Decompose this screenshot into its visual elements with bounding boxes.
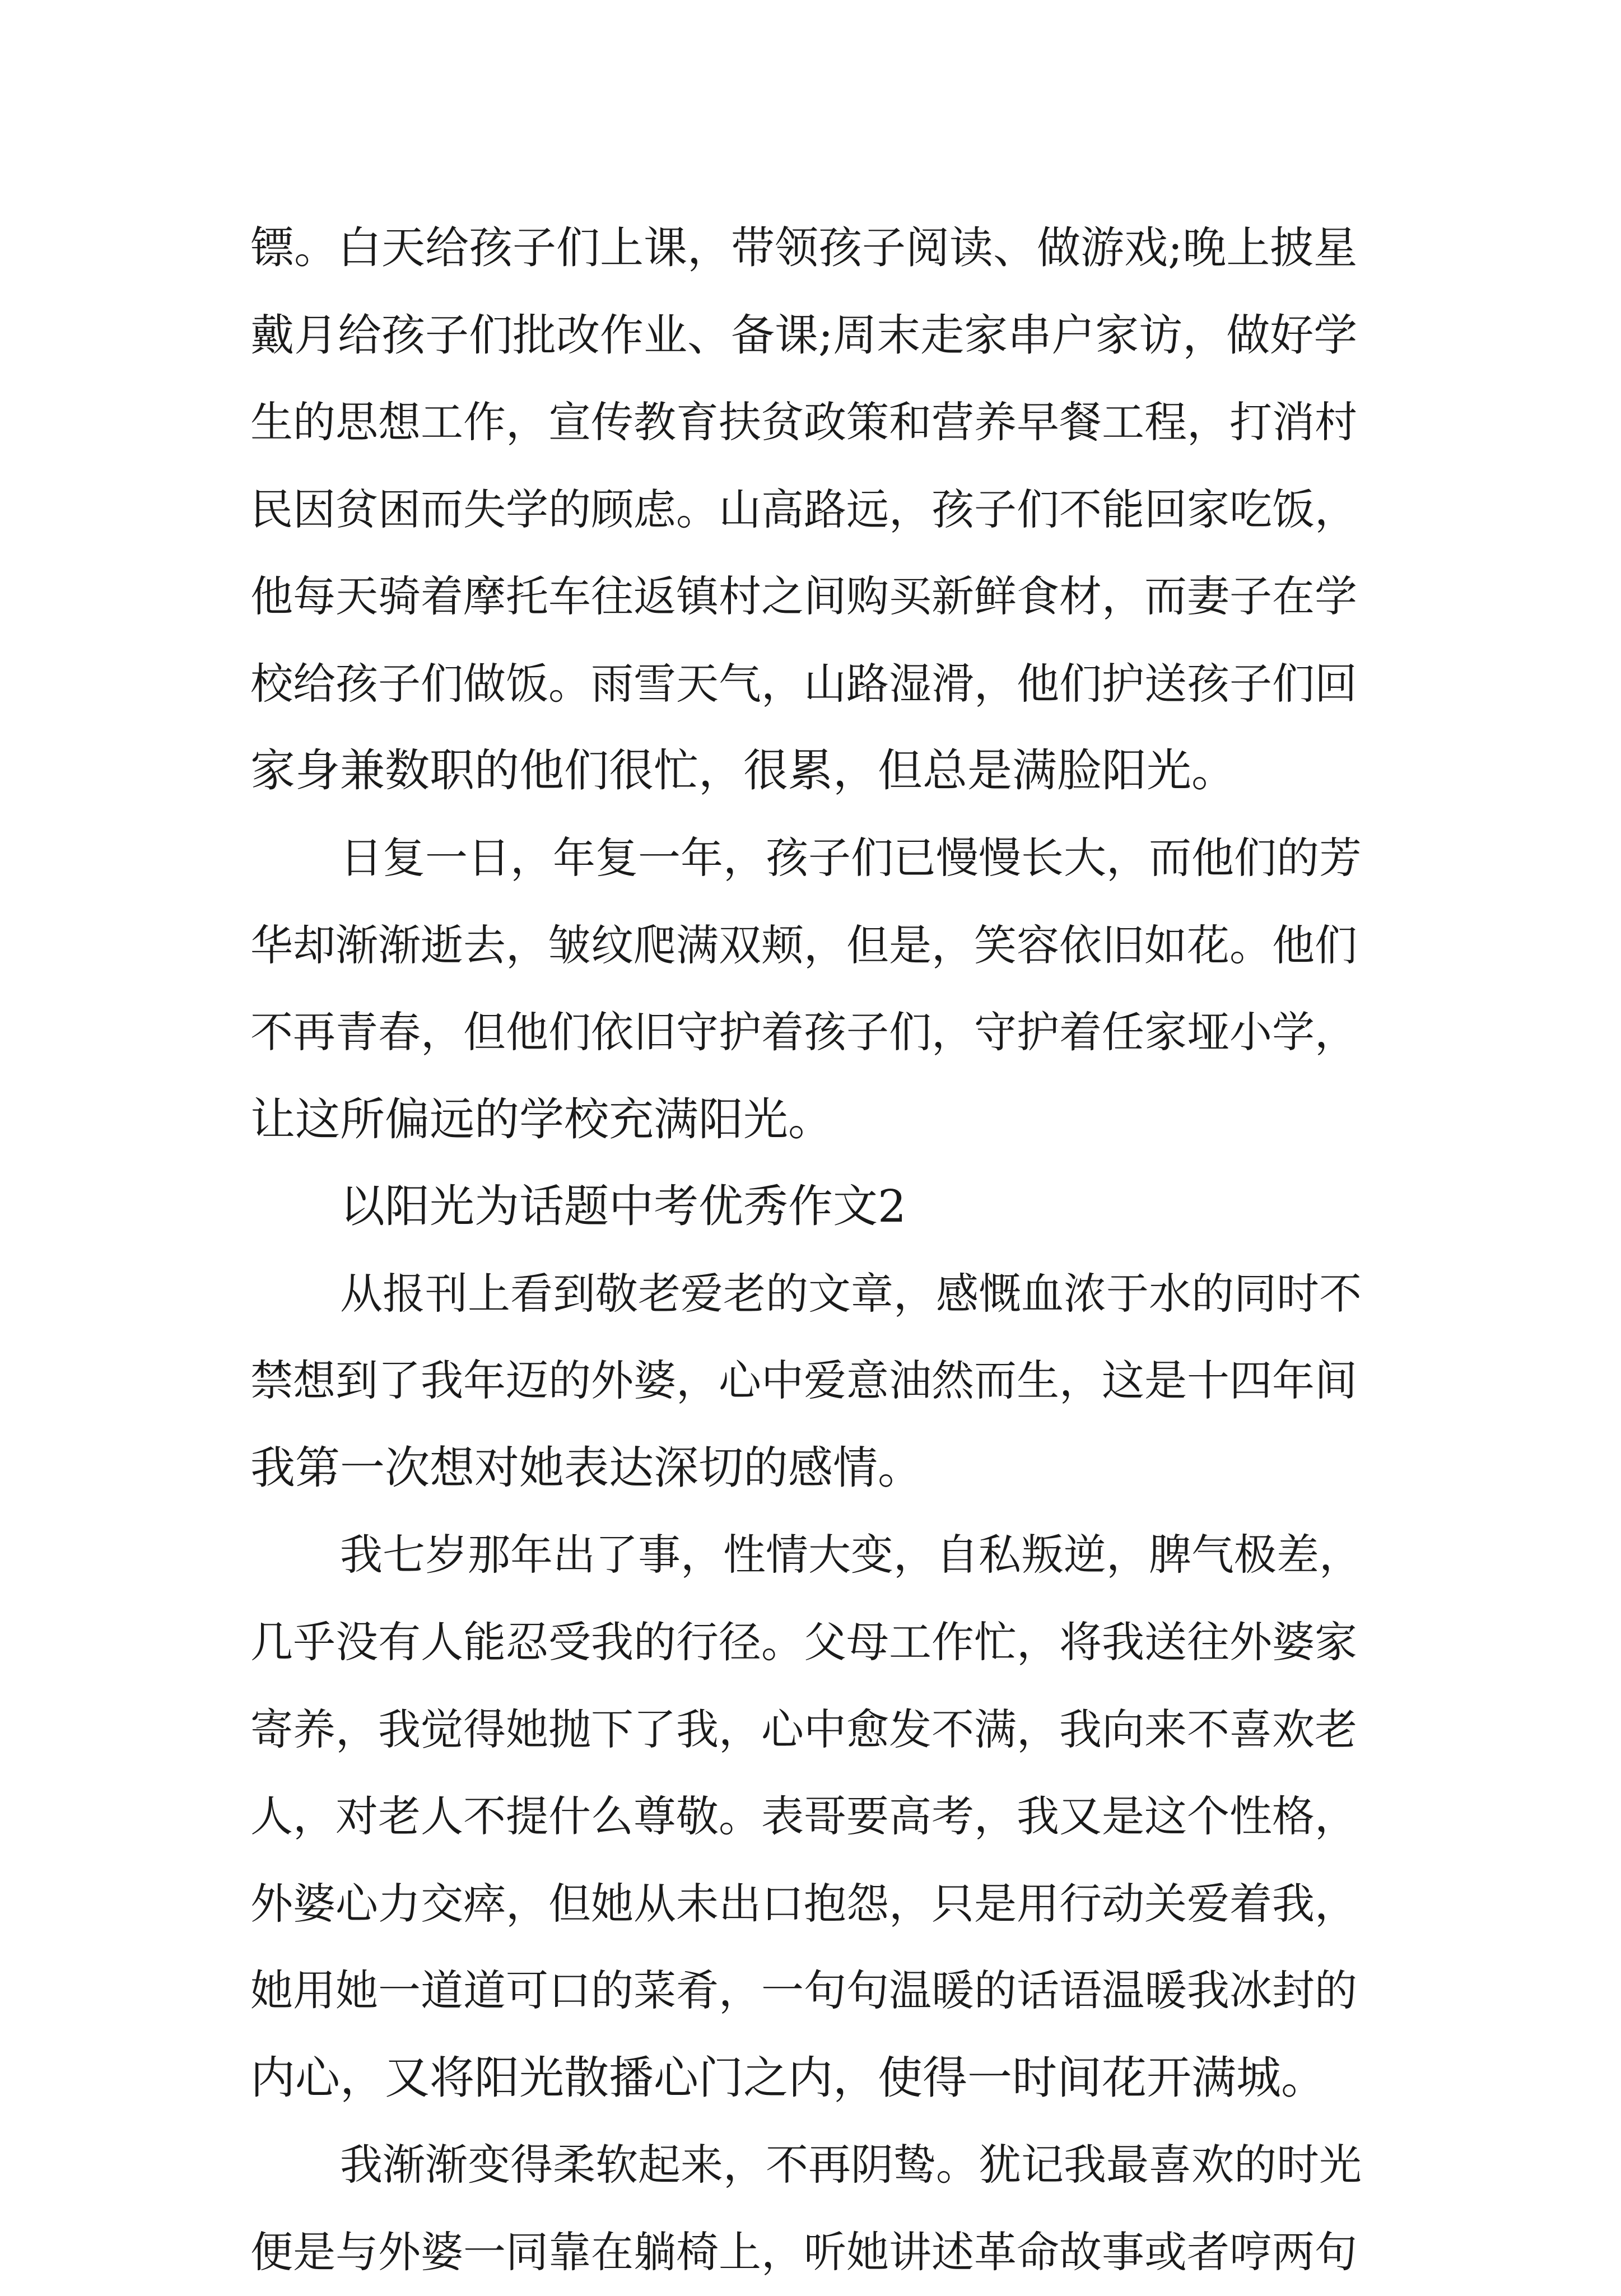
text-line: 不再青春，但他们依旧守护着孩子们，守护着任家垭小学， <box>250 1007 1357 1057</box>
text-line: 戴月给孩子们批改作业、备课;周末走家串户家访，做好学 <box>250 310 1358 361</box>
text-line: 我第一次想对她表达深切的感情。 <box>250 1442 923 1494</box>
text-line: 人，对老人不提什么尊敬。表哥要高考，我又是这个性格， <box>250 1791 1357 1841</box>
paragraph-start-line: 我七岁那年出了事，性情大变，自私叛逆，脾气极差， <box>340 1530 1362 1580</box>
text-line: 她用她一道道可口的菜肴，一句句温暖的话语温暖我冰封的 <box>250 1966 1357 2015</box>
text-line: 家身兼数职的他们很忙，很累，但总是满脸阳光。 <box>250 744 1236 797</box>
text-line: 寄养，我觉得她抛下了我，心中愈发不满，我向来不喜欢老 <box>250 1704 1357 1754</box>
text-line: 他每天骑着摩托车往返镇村之间购买新鲜食材，而妻子在学 <box>250 571 1357 621</box>
text-line: 让这所偏远的学校充满阳光。 <box>250 1093 833 1145</box>
text-line: 便是与外婆一同靠在躺椅上，听她讲述革命故事或者哼两句 <box>250 2227 1357 2277</box>
paragraph-start-line: 从报刊上看到敬老爱老的文章，感慨血浓于水的同时不 <box>340 1269 1362 1319</box>
paragraph-start-line: 日复一日，年复一年，孩子们已慢慢长大，而他们的芳 <box>340 833 1362 883</box>
paragraph-start-line: 我渐渐变得柔软起来，不再阴鸷。犹记我最喜欢的时光 <box>340 2140 1362 2190</box>
text-line: 镖。白天给孩子们上课，带领孩子阅读、做游戏;晚上披星 <box>250 223 1358 273</box>
text-line: 生的思想工作，宣传教育扶贫政策和营养早餐工程，打消村 <box>250 397 1357 447</box>
text-line: 校给孩子们做饭。雨雪天气，山路湿滑，他们护送孩子们回 <box>250 659 1357 709</box>
text-line: 内心，又将阳光散播心门之内，使得一时间花开满城。 <box>250 2052 1326 2104</box>
text-line: 外婆心力交瘁，但她从未出口抱怨，只是用行动关爱着我， <box>250 1879 1357 1929</box>
text-line: 民因贫困而失学的顾虑。山高路远，孩子们不能回家吃饭， <box>250 485 1357 534</box>
section-heading: 以阳光为话题中考优秀作文2 <box>340 1180 906 1232</box>
text-line: 几乎没有人能忍受我的行径。父母工作忙，将我送往外婆家 <box>250 1617 1357 1667</box>
text-line: 华却渐渐逝去，皱纹爬满双颊，但是，笑容依旧如花。他们 <box>250 920 1357 970</box>
text-line: 禁想到了我年迈的外婆，心中爱意油然而生，这是十四年间 <box>250 1356 1357 1405</box>
